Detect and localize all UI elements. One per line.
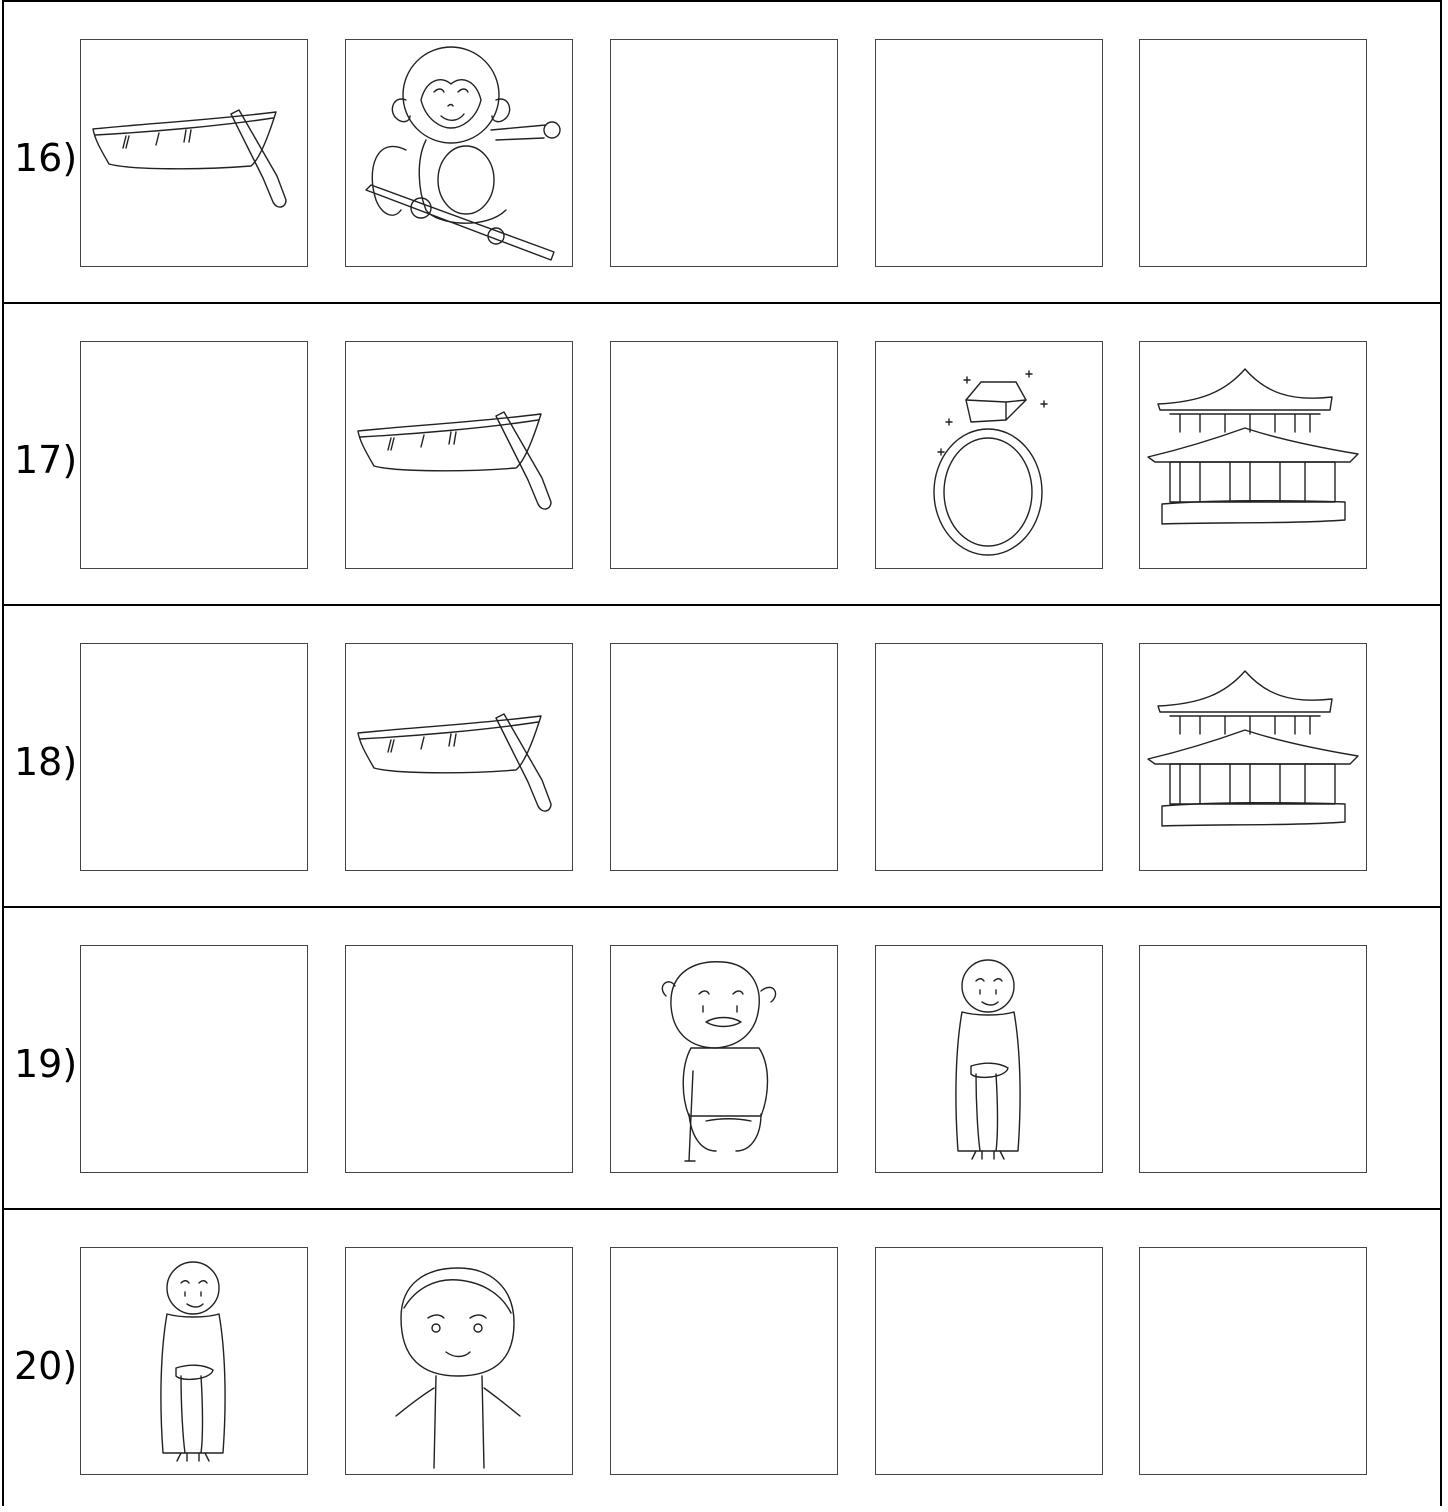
empty-answer-box[interactable] [1139,39,1367,267]
picture-box [345,1247,573,1475]
empty-answer-box[interactable] [1139,945,1367,1173]
exercise-row-19 [4,908,1440,1210]
picture-box [345,39,573,267]
empty-answer-box[interactable] [80,945,308,1173]
exercise-row-20 [4,1210,1440,1512]
picture-box [345,341,573,569]
empty-answer-box[interactable] [80,643,308,871]
empty-answer-box[interactable] [875,39,1103,267]
exercise-number: 18) [14,740,78,784]
boat-icon [346,342,574,570]
empty-answer-box[interactable] [610,39,838,267]
exercise-number: 20) [14,1344,78,1388]
exercise-number: 19) [14,1042,78,1086]
boat-icon [346,644,574,872]
empty-answer-box[interactable] [80,341,308,569]
picture-box [875,341,1103,569]
exercise-row-17 [4,304,1440,606]
monkey-icon [346,40,574,268]
picture-box [610,945,838,1173]
empty-answer-box[interactable] [610,1247,838,1475]
picture-box [80,39,308,267]
picture-box [345,643,573,871]
monk-icon [81,1248,309,1476]
picture-box [1139,643,1367,871]
picture-box [1139,341,1367,569]
ring-icon [876,342,1104,570]
empty-answer-box[interactable] [610,643,838,871]
child-icon [346,1248,574,1476]
exercise-row-18 [4,606,1440,908]
exercise-number: 17) [14,438,78,482]
empty-answer-box[interactable] [875,1247,1103,1475]
picture-box [875,945,1103,1173]
boat-icon [81,40,309,268]
worksheet [2,0,1442,1506]
empty-answer-box[interactable] [610,341,838,569]
exercise-row-16 [4,2,1440,304]
old-man-icon [611,946,839,1174]
picture-box [80,1247,308,1475]
empty-answer-box[interactable] [875,643,1103,871]
exercise-number: 16) [14,136,78,180]
empty-answer-box[interactable] [1139,1247,1367,1475]
empty-answer-box[interactable] [345,945,573,1173]
temple-icon [1140,644,1368,872]
monk-icon [876,946,1104,1174]
temple-icon [1140,342,1368,570]
